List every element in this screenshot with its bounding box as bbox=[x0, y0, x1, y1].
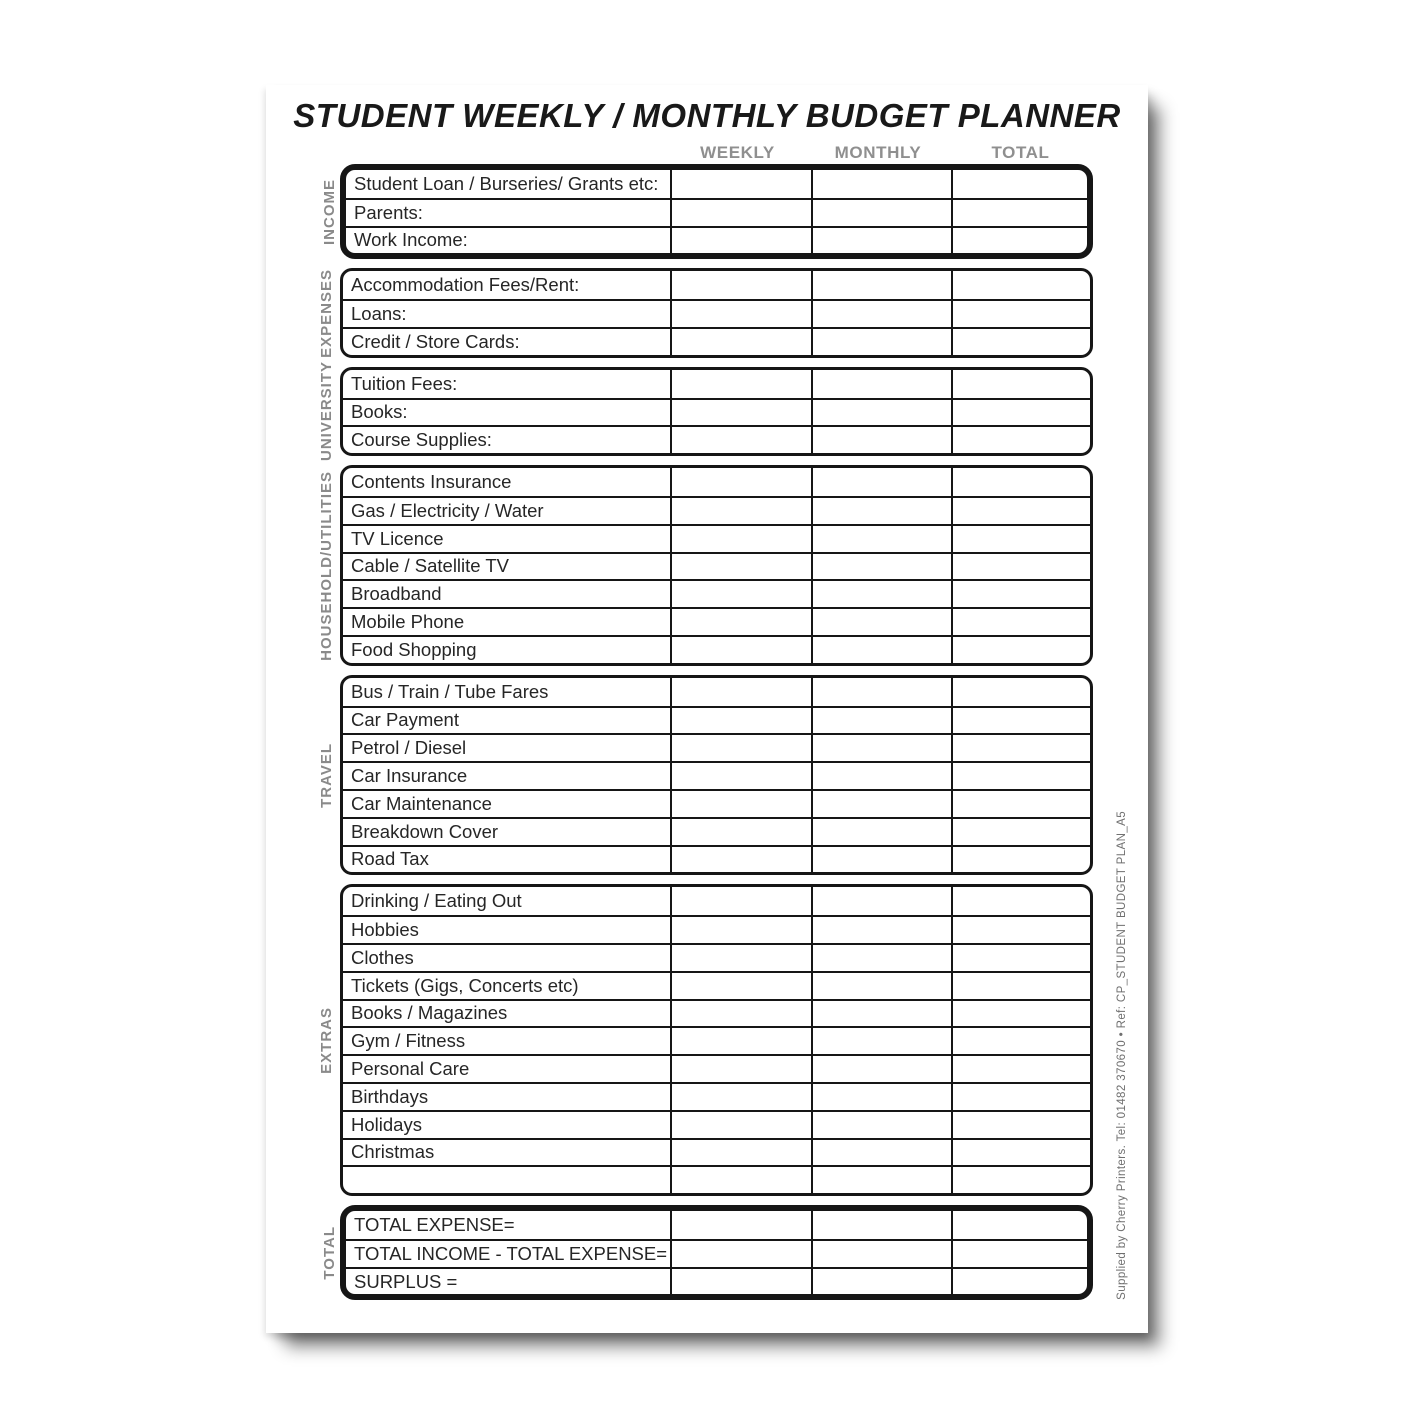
value-cell-total bbox=[951, 329, 1090, 355]
row-label: Mobile Phone bbox=[351, 611, 465, 633]
value-cell-total bbox=[951, 678, 1090, 706]
value-cell-monthly bbox=[811, 708, 951, 734]
value-cell-total bbox=[951, 819, 1090, 845]
section-label-text: EXPENSES bbox=[317, 268, 335, 358]
value-cell-total bbox=[951, 301, 1090, 327]
value-cell-weekly bbox=[670, 200, 811, 226]
value-cell-weekly bbox=[670, 301, 811, 327]
table-row bbox=[343, 761, 1090, 789]
value-cell-monthly bbox=[811, 554, 951, 580]
value-cell-weekly bbox=[670, 468, 811, 496]
value-cell-total bbox=[951, 1084, 1090, 1110]
table-row bbox=[343, 678, 1090, 706]
section-table bbox=[343, 271, 1090, 354]
value-cell-weekly bbox=[670, 329, 811, 355]
row-label: Petrol / Diesel bbox=[351, 737, 467, 759]
section-table bbox=[343, 468, 1090, 663]
row-label: Books / Magazines bbox=[351, 1002, 508, 1024]
table-row bbox=[343, 1026, 1090, 1054]
value-cell-total bbox=[951, 498, 1090, 524]
section-block bbox=[317, 465, 1093, 666]
row-label: Breakdown Cover bbox=[351, 820, 499, 842]
value-cell-total bbox=[951, 763, 1090, 789]
row-label: Parents: bbox=[354, 201, 423, 223]
value-cell-weekly bbox=[670, 1084, 811, 1110]
value-cell-weekly bbox=[670, 1056, 811, 1082]
section-label bbox=[314, 468, 338, 663]
value-cell-monthly bbox=[811, 678, 951, 706]
value-cell-monthly bbox=[811, 301, 951, 327]
row-label: Drinking / Eating Out bbox=[351, 890, 522, 912]
value-cell-monthly bbox=[811, 427, 951, 453]
section-block bbox=[317, 268, 1093, 358]
row-label: Gym / Fitness bbox=[351, 1030, 466, 1052]
section-label-text: EXTRAS bbox=[317, 1006, 335, 1074]
value-cell-monthly bbox=[811, 1167, 951, 1193]
table-row bbox=[343, 706, 1090, 734]
column-headers bbox=[667, 143, 1093, 163]
value-cell-weekly bbox=[670, 945, 811, 971]
planner-page bbox=[266, 85, 1148, 1333]
section-blocks bbox=[317, 164, 1093, 1309]
table-row bbox=[343, 1054, 1090, 1082]
value-cell-total bbox=[951, 228, 1087, 254]
value-cell-weekly bbox=[670, 609, 811, 635]
table-row bbox=[346, 1267, 1087, 1295]
row-label: Bus / Train / Tube Fares bbox=[351, 680, 549, 702]
value-cell-monthly bbox=[811, 609, 951, 635]
value-cell-monthly bbox=[811, 1211, 951, 1239]
section-label bbox=[317, 1211, 341, 1294]
value-cell-weekly bbox=[670, 1167, 811, 1193]
row-label: Tickets (Gigs, Concerts etc) bbox=[351, 974, 579, 996]
table-row bbox=[343, 524, 1090, 552]
row-label: TOTAL INCOME - TOTAL EXPENSE= bbox=[354, 1242, 668, 1264]
table-row bbox=[346, 170, 1087, 198]
value-cell-monthly bbox=[811, 1028, 951, 1054]
page-title: STUDENT WEEKLY / MONTHLY BUDGET PLANNER bbox=[293, 97, 1121, 134]
table-row bbox=[343, 817, 1090, 845]
table-row bbox=[343, 733, 1090, 761]
row-label: Broadband bbox=[351, 583, 442, 605]
value-cell-weekly bbox=[670, 678, 811, 706]
row-label: TV Licence bbox=[351, 527, 444, 549]
value-cell-monthly bbox=[811, 763, 951, 789]
table-row bbox=[343, 1082, 1090, 1110]
section-label bbox=[314, 887, 338, 1193]
value-cell-monthly bbox=[811, 498, 951, 524]
side-note: Supplied by Cherry Printers. Tel: 01482 370670 • Ref: CP_STUDENT BUDGET PLAN_A5 bbox=[1116, 811, 1128, 1300]
table-row bbox=[343, 496, 1090, 524]
value-cell-monthly bbox=[811, 1140, 951, 1166]
value-cell-total bbox=[951, 887, 1090, 915]
value-cell-monthly bbox=[811, 271, 951, 299]
value-cell-monthly bbox=[811, 468, 951, 496]
value-cell-weekly bbox=[670, 170, 811, 198]
value-cell-weekly bbox=[670, 819, 811, 845]
value-cell-total bbox=[951, 847, 1090, 873]
value-cell-total bbox=[951, 637, 1090, 663]
value-cell-weekly bbox=[670, 370, 811, 398]
section-block bbox=[317, 884, 1093, 1196]
row-label bbox=[343, 1167, 670, 1193]
table-row bbox=[343, 943, 1090, 971]
row-label: Hobbies bbox=[351, 919, 419, 941]
table-row bbox=[343, 425, 1090, 453]
value-cell-weekly bbox=[670, 917, 811, 943]
value-cell-monthly bbox=[811, 581, 951, 607]
table-row bbox=[343, 971, 1090, 999]
row-label: Work Income: bbox=[354, 229, 468, 251]
value-cell-weekly bbox=[670, 791, 811, 817]
section-table bbox=[343, 370, 1090, 453]
table-row bbox=[346, 198, 1087, 226]
value-cell-total bbox=[951, 791, 1090, 817]
table-row bbox=[343, 1110, 1090, 1138]
table-row bbox=[343, 552, 1090, 580]
value-cell-weekly bbox=[670, 887, 811, 915]
row-label: Accommodation Fees/Rent: bbox=[351, 274, 580, 296]
value-cell-monthly bbox=[811, 973, 951, 999]
section-table bbox=[346, 170, 1087, 253]
value-cell-total bbox=[951, 1001, 1090, 1027]
section-table bbox=[343, 678, 1090, 873]
section-label bbox=[314, 268, 338, 358]
value-cell-total bbox=[951, 468, 1090, 496]
value-cell-weekly bbox=[670, 708, 811, 734]
section-label bbox=[314, 678, 338, 873]
table-row bbox=[343, 915, 1090, 943]
row-label: Road Tax bbox=[351, 848, 429, 870]
row-label: Food Shopping bbox=[351, 638, 477, 660]
row-label: Car Insurance bbox=[351, 765, 468, 787]
value-cell-monthly bbox=[811, 1001, 951, 1027]
value-cell-total bbox=[951, 526, 1090, 552]
table-row bbox=[343, 635, 1090, 663]
value-cell-monthly bbox=[811, 1112, 951, 1138]
table-row bbox=[343, 789, 1090, 817]
value-cell-total bbox=[951, 1140, 1090, 1166]
value-cell-total bbox=[951, 1241, 1087, 1267]
value-cell-monthly bbox=[811, 791, 951, 817]
value-cell-total bbox=[951, 581, 1090, 607]
value-cell-total bbox=[951, 1028, 1090, 1054]
row-label: Gas / Electricity / Water bbox=[351, 499, 544, 521]
value-cell-total bbox=[951, 400, 1090, 426]
table-row bbox=[343, 327, 1090, 355]
value-cell-monthly bbox=[811, 887, 951, 915]
value-cell-total bbox=[951, 609, 1090, 635]
value-cell-total bbox=[951, 271, 1090, 299]
value-cell-weekly bbox=[670, 581, 811, 607]
table-row bbox=[343, 370, 1090, 398]
column-header-weekly: WEEKLY bbox=[700, 143, 775, 162]
section-block bbox=[317, 675, 1093, 876]
row-label: Christmas bbox=[351, 1141, 435, 1163]
value-cell-weekly bbox=[670, 498, 811, 524]
column-header-total: TOTAL bbox=[991, 143, 1050, 162]
table-row bbox=[343, 1165, 1090, 1193]
table-row bbox=[346, 1239, 1087, 1267]
row-label: Course Supplies: bbox=[351, 429, 492, 451]
value-cell-weekly bbox=[670, 637, 811, 663]
value-cell-total bbox=[951, 1056, 1090, 1082]
value-cell-monthly bbox=[811, 1084, 951, 1110]
section-label-text: TOTAL bbox=[320, 1225, 338, 1280]
value-cell-weekly bbox=[670, 1001, 811, 1027]
row-label: Clothes bbox=[351, 946, 414, 968]
section-label-text: INCOME bbox=[320, 178, 338, 245]
value-cell-monthly bbox=[811, 637, 951, 663]
value-cell-total bbox=[951, 1269, 1087, 1295]
value-cell-weekly bbox=[670, 735, 811, 761]
section-table bbox=[343, 887, 1090, 1193]
row-label: TOTAL EXPENSE= bbox=[354, 1213, 515, 1235]
table-row bbox=[343, 468, 1090, 496]
section-block bbox=[320, 1205, 1093, 1300]
row-label: Holidays bbox=[351, 1113, 422, 1135]
table-row bbox=[343, 398, 1090, 426]
value-cell-monthly bbox=[811, 1241, 951, 1267]
value-cell-monthly bbox=[811, 1269, 951, 1295]
value-cell-weekly bbox=[670, 973, 811, 999]
value-cell-monthly bbox=[811, 917, 951, 943]
value-cell-weekly bbox=[670, 1140, 811, 1166]
section-block bbox=[317, 361, 1093, 462]
value-cell-weekly bbox=[670, 554, 811, 580]
value-cell-weekly bbox=[670, 1211, 811, 1239]
value-cell-monthly bbox=[811, 526, 951, 552]
value-cell-monthly bbox=[811, 228, 951, 254]
value-cell-total bbox=[951, 1112, 1090, 1138]
value-cell-total bbox=[951, 708, 1090, 734]
value-cell-monthly bbox=[811, 329, 951, 355]
value-cell-weekly bbox=[670, 847, 811, 873]
value-cell-weekly bbox=[670, 400, 811, 426]
value-cell-monthly bbox=[811, 200, 951, 226]
value-cell-total bbox=[951, 973, 1090, 999]
table-row bbox=[343, 845, 1090, 873]
section-label bbox=[317, 170, 341, 253]
table-row bbox=[343, 299, 1090, 327]
row-label: Loans: bbox=[351, 303, 407, 325]
value-cell-total bbox=[951, 917, 1090, 943]
value-cell-weekly bbox=[670, 526, 811, 552]
section-block bbox=[320, 164, 1093, 259]
row-label: Birthdays bbox=[351, 1085, 429, 1107]
table-row bbox=[343, 579, 1090, 607]
value-cell-total bbox=[951, 170, 1087, 198]
row-label: Student Loan / Burseries/ Grants etc: bbox=[354, 172, 659, 194]
table-row bbox=[343, 607, 1090, 635]
value-cell-monthly bbox=[811, 1056, 951, 1082]
row-label: SURPLUS = bbox=[354, 1270, 458, 1292]
value-cell-total bbox=[951, 735, 1090, 761]
section-label-text: TRAVEL bbox=[317, 742, 335, 808]
value-cell-total bbox=[951, 370, 1090, 398]
value-cell-weekly bbox=[670, 271, 811, 299]
value-cell-weekly bbox=[670, 427, 811, 453]
value-cell-total bbox=[951, 1211, 1087, 1239]
value-cell-monthly bbox=[811, 735, 951, 761]
table-row bbox=[343, 1138, 1090, 1166]
value-cell-weekly bbox=[670, 228, 811, 254]
value-cell-weekly bbox=[670, 1112, 811, 1138]
value-cell-total bbox=[951, 200, 1087, 226]
section-label-text: UNIVERSITY bbox=[317, 361, 335, 462]
value-cell-monthly bbox=[811, 819, 951, 845]
table-row bbox=[346, 226, 1087, 254]
row-label: Personal Care bbox=[351, 1058, 470, 1079]
value-cell-total bbox=[951, 427, 1090, 453]
value-cell-weekly bbox=[670, 1028, 811, 1054]
row-label: Cable / Satellite TV bbox=[351, 555, 510, 577]
row-label: Car Maintenance bbox=[351, 792, 492, 814]
table-row bbox=[343, 887, 1090, 915]
value-cell-total bbox=[951, 945, 1090, 971]
row-label: Contents Insurance bbox=[351, 471, 512, 493]
value-cell-monthly bbox=[811, 170, 951, 198]
section-table bbox=[346, 1211, 1087, 1294]
section-label bbox=[314, 361, 338, 462]
value-cell-weekly bbox=[670, 1241, 811, 1267]
value-cell-monthly bbox=[811, 400, 951, 426]
section-label-text: HOUSEHOLD/UTILITIES bbox=[317, 470, 335, 661]
row-label: Car Payment bbox=[351, 709, 459, 731]
value-cell-weekly bbox=[670, 1269, 811, 1295]
table-row bbox=[343, 271, 1090, 299]
row-label: Credit / Store Cards: bbox=[351, 330, 520, 352]
column-header-monthly: MONTHLY bbox=[834, 143, 922, 162]
value-cell-monthly bbox=[811, 847, 951, 873]
value-cell-total bbox=[951, 1167, 1090, 1193]
table-row bbox=[343, 999, 1090, 1027]
value-cell-weekly bbox=[670, 763, 811, 789]
row-label: Books: bbox=[351, 401, 408, 423]
value-cell-monthly bbox=[811, 370, 951, 398]
value-cell-monthly bbox=[811, 945, 951, 971]
row-label: Tuition Fees: bbox=[351, 372, 458, 394]
table-row bbox=[346, 1211, 1087, 1239]
value-cell-total bbox=[951, 554, 1090, 580]
